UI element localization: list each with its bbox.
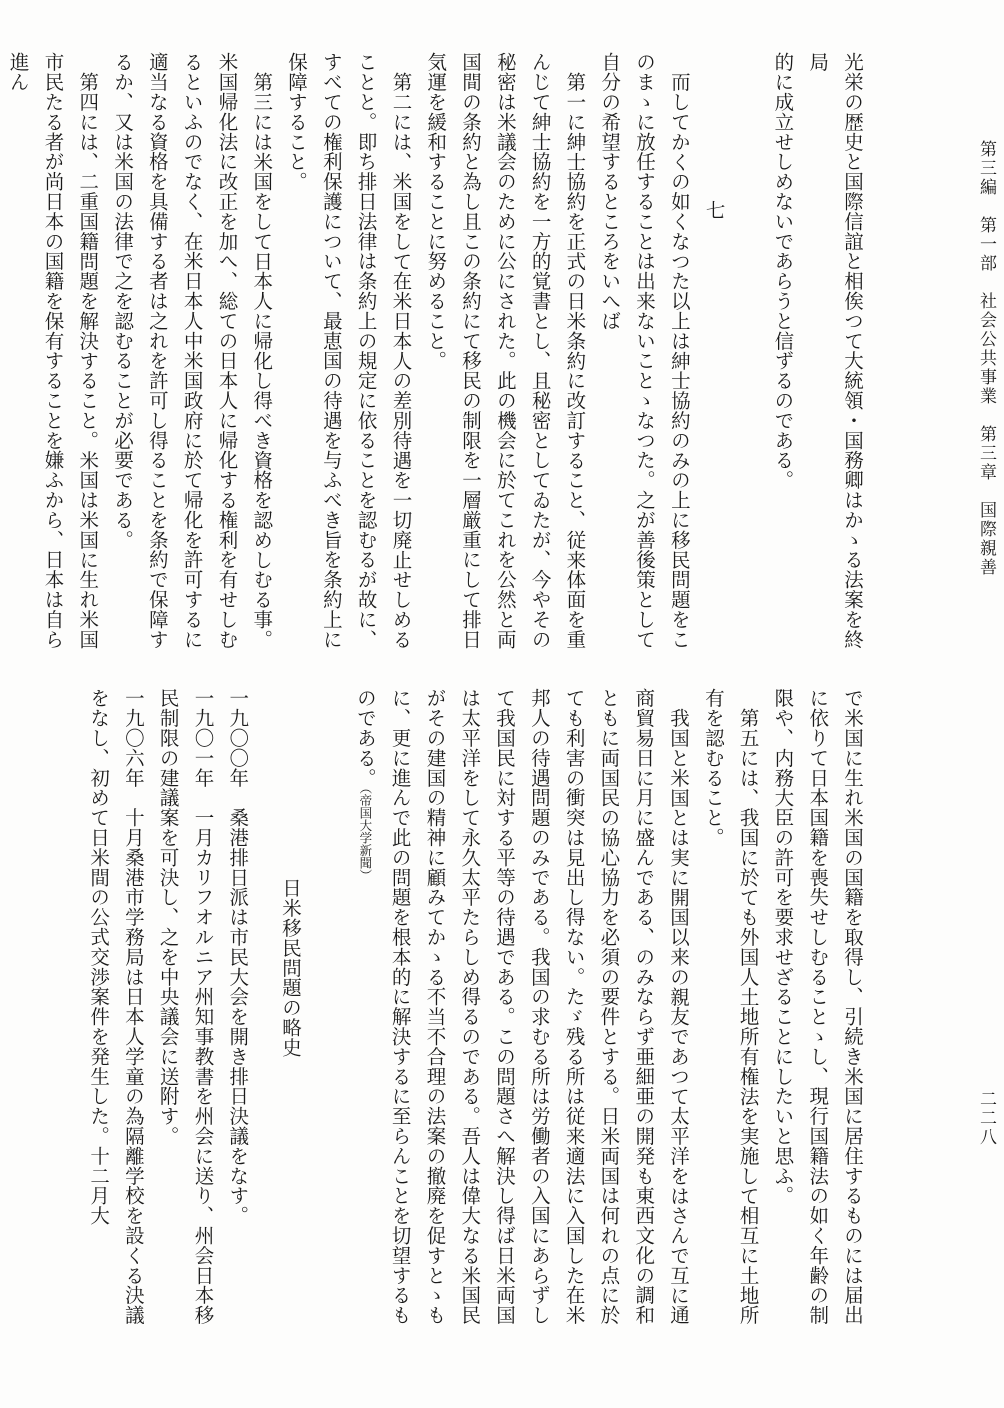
paragraph: 第一に紳士協約を正式の日米条約に改訂すること、従来体面を重んじて紳士協約を一方的覚書とし、且秘密としてゐたが、今やその秘密は米議会のために公にされた。此の機会に於てこれを公然と両国間の条約と為し且この条約にて移民の制限を一層厳重にして排日気運を緩和することに努めること。 bbox=[424, 52, 587, 649]
paragraph: 第二には、米国をして在米日本人の差別待遇を一切廃止せしめることと。即ち排日法律は条約上の規定に依ることを認むるが故に、すべての権利保護について、最恵国の待遇を与ふべき旨を条約上に保障すること。 bbox=[285, 52, 413, 649]
paragraph: で米国に生れ米国の国籍を取得し、引続き米国に居住するものには届出に依りて日本国籍を喪失せしむることゝし、現行国籍法の如く年齢の制限や、内務大臣の許可を要求せざることにしたいと思ふ。 bbox=[771, 688, 864, 1325]
history-entry bbox=[80, 688, 150, 1338]
running-header: 第三編 第一部 社会公共事業 第三章 国際親善 bbox=[976, 140, 996, 577]
paragraph: 光栄の歴史と国際信誼と相俟つて大統領・国務卿はかゝる法案を終局 bbox=[806, 52, 864, 649]
paragraph: 而してかくの如くなつた以上は紳士協約のみの上に移民問題をこのまゝに放任することは出来ないことゝなつた。之が善後策として自分の希望するところをいへば bbox=[598, 52, 691, 649]
history-entry bbox=[150, 688, 220, 1338]
section-number: 七 bbox=[702, 200, 726, 220]
paragraph: 第三には米国をして日本人に帰化し得べき資格を認めしむる事。米国帰化法に改正を加へ、総ての日本人に帰化する権利を有せしむるといふのでなく、在米日本人中米国政府に於て帰化を許可するに適当なる資格を具備する者は之れを許可し得ることを条約で保障するか、又は米国の法律で之を認むることが必要である。 bbox=[111, 52, 274, 649]
paragraph bbox=[347, 688, 695, 1338]
source-note: （帝国大学新聞） bbox=[357, 787, 373, 882]
history-year: 一九〇一年 bbox=[191, 688, 215, 788]
history-text: 十月桑港市学務局は日本人学童の為隔離学校を設くる決議をなし、初めて日米間の公式交渉案件を発生した。十二月大 bbox=[87, 688, 145, 1325]
history-year: 一九〇六年 bbox=[121, 688, 145, 788]
page-number: 二二八 bbox=[976, 1090, 996, 1147]
history-year: 一九〇〇年 bbox=[226, 688, 250, 788]
paragraph: 的に成立せしめないであらうと信ずるのである。 bbox=[771, 52, 795, 490]
paragraph: 第五には、我国に於ても外国人土地所有権法を実施して相互に土地所有を認むること。 bbox=[701, 688, 760, 1325]
lower-text-block bbox=[69, 688, 869, 1338]
history-entry bbox=[219, 688, 254, 1338]
paragraph-text: 我国と米国とは実に開国以来の親友であつて太平洋をはさんで互に通商貿易日に月に盛んである、のみならず亜細亜の開発も東西文化の調和ともに両国民の協心協力を必須の要件とする。日米両国は何れの点に於ても利害の衝突は見出し得ない。たゞ残る所は従来適法に入国した在米邦人の待遇問題のみである。我国の求むる所は労働者の入国にあらずして我国民に対する平等の待遇である。この問題さへ解決し得ば日米両国は太平洋をして永久太平たらしめ得るのである。吾人は偉大なる米国民がその建国の精神に顧みてかゝる不当不合理の法案の撤廃を促すとゝもに、更に進んで此の問題を根本的に解決するに至らんことを切望するものである。 bbox=[353, 688, 691, 1325]
history-title: 日米移民問題の略史 bbox=[279, 878, 303, 1058]
history-text: 一月カリフオルニア州知事教書を州会に送り、州会日本移民制限の建議案を可決し、之を中央議会に送附す。 bbox=[156, 688, 215, 1325]
upper-text-block bbox=[6, 52, 869, 652]
history-text: 桑港排日派は市民大会を開き排日決議をなす。 bbox=[226, 807, 250, 1226]
paragraph: 第四には、二重国籍問題を解決すること。米国は米国に生れ米国市民たる者が尚日本の国籍を保有することを嫌ふから、日本は自ら進ん bbox=[6, 52, 100, 649]
